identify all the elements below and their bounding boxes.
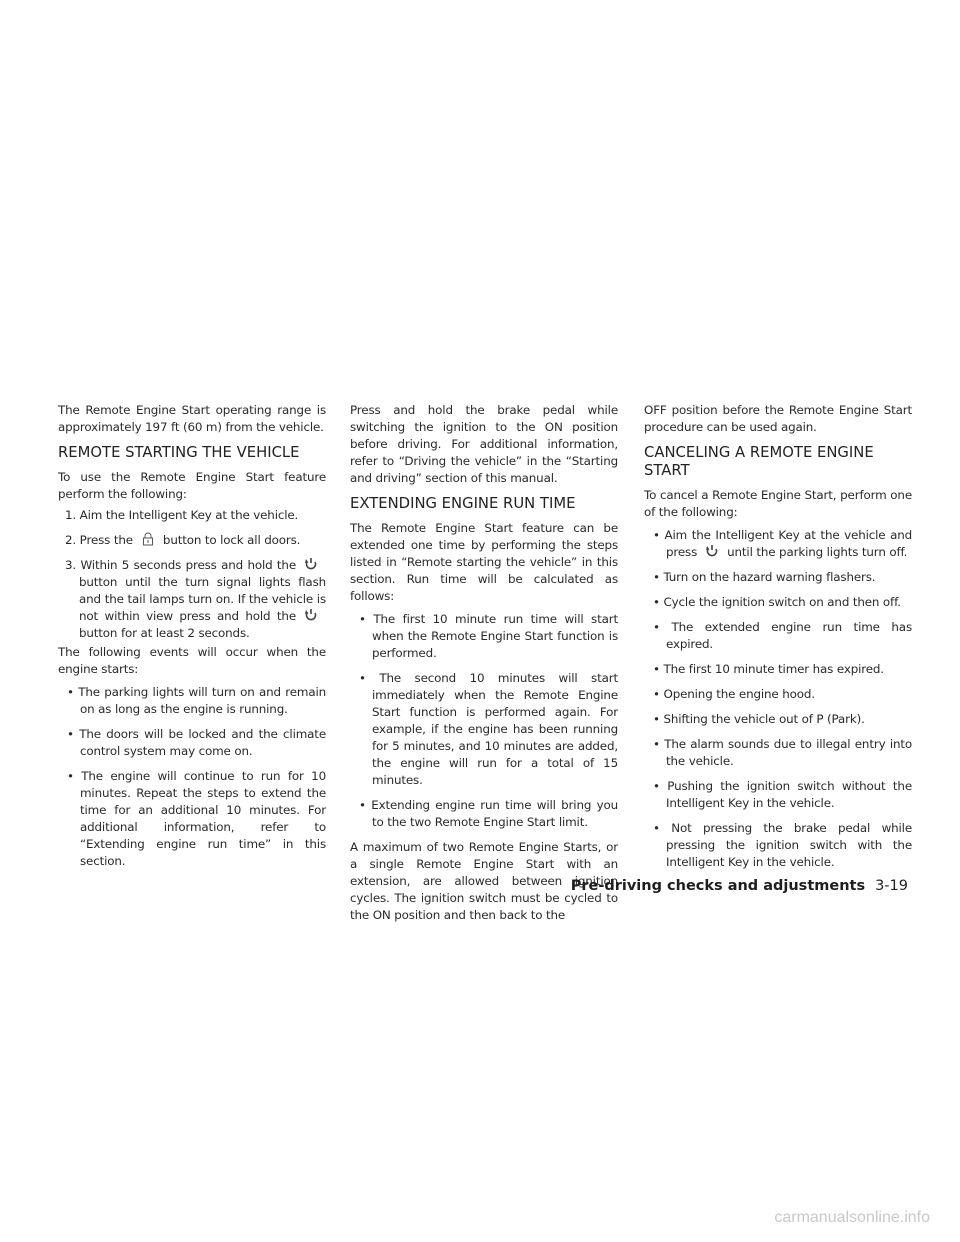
- list-item: • The extended engine run time has expired.: [653, 620, 912, 651]
- brake-paragraph: Press and hold the brake pedal while switching the ignition to the ON position before driving. For additional information, refer to “Driving the vehicle” in the “Starting and driving” section of this manual.: [350, 403, 618, 485]
- list-item: • Pushing the ignition switch without the Intelligent Key in the vehicle.: [653, 779, 912, 810]
- list-item: • Turn on the hazard warning flashers.: [653, 570, 876, 584]
- page-number: 3-19: [875, 878, 908, 894]
- column-2: [350, 402, 618, 924]
- list-item: • The first 10 minute timer has expired.: [653, 662, 884, 676]
- column-1: [58, 402, 326, 878]
- intro-paragraph: To use the Remote Engine Start feature perform the following:: [58, 470, 326, 501]
- list-item: • The second 10 minutes will start immediately when the Remote Engine Start function is performed again. For example, if the engine has been running for 5 minutes, and 10 minutes are added, the engine will run for a total of 15 minutes.: [359, 671, 618, 787]
- step-2: 2. Press the button to lock all doors.: [65, 533, 301, 547]
- column-3: [644, 402, 912, 879]
- list-item: • Shifting the vehicle out of P (Park).: [653, 712, 865, 726]
- extending-intro-paragraph: The Remote Engine Start feature can be extended one time by performing the steps listed in “Remote starting the vehicle” in this section. Run time will be calculated as follows:: [350, 521, 618, 603]
- range-paragraph: The Remote Engine Start operating range is approximately 197 ft (60 m) from the vehicle.: [58, 403, 326, 434]
- lock-icon: [133, 532, 163, 546]
- section-title: Pre-driving checks and adjustments: [570, 878, 866, 894]
- page-footer: [571, 878, 908, 894]
- step-3: 3. Within 5 seconds press and hold the button until the turn signal lights flash and the tail lamps turn on. If the vehicle is not within view press and hold the button for at least 2 seconds.: [65, 558, 326, 640]
- remote-start-icon: [296, 557, 326, 571]
- list-item: • Not pressing the brake pedal while pressing the ignition switch with the Intelligent Key in the vehicle.: [653, 821, 912, 869]
- list-item: • The doors will be locked and the climate control system may come on.: [67, 727, 326, 758]
- remote-start-icon: [296, 608, 326, 622]
- watermark: carmanualsonline.info: [774, 1209, 930, 1226]
- list-item: • The parking lights will turn on and remain on as long as the engine is running.: [67, 685, 326, 716]
- list-item: • Aim the Intelligent Key at the vehicle and press until the parking lights turn off.: [653, 528, 912, 559]
- list-item: • Cycle the ignition switch on and then off.: [653, 595, 901, 609]
- heading-canceling-remote-start: CANCELING A REMOTE ENGINE START: [644, 444, 874, 479]
- cancel-intro-paragraph: To cancel a Remote Engine Start, perform one of the following:: [644, 488, 912, 519]
- list-item: • Opening the engine hood.: [653, 687, 815, 701]
- list-item: • The engine will continue to run for 10 minutes. Repeat the steps to extend the time for an additional 10 minutes. For additional information, refer to “Extending engine run time” in this section.: [67, 769, 326, 868]
- list-item: • The alarm sounds due to illegal entry into the vehicle.: [653, 737, 912, 768]
- list-item: • The first 10 minute run time will start when the Remote Engine Start function is performed.: [359, 612, 618, 660]
- step-1: 1. Aim the Intelligent Key at the vehicle.: [65, 508, 299, 522]
- maximum-starts-paragraph: A maximum of two Remote Engine Starts, or a single Remote Engine Start with an extension, are allowed between ignition cycles. The ignition switch must be cycled to the ON position and then back to the: [350, 840, 618, 922]
- heading-remote-starting: REMOTE STARTING THE VEHICLE: [58, 444, 300, 461]
- remote-start-icon: [697, 544, 727, 558]
- off-position-paragraph: OFF position before the Remote Engine Start procedure can be used again.: [644, 403, 912, 434]
- events-paragraph: The following events will occur when the engine starts:: [58, 645, 326, 676]
- list-item: • Extending engine run time will bring you to the two Remote Engine Start limit.: [359, 798, 618, 829]
- heading-extending-run-time: EXTENDING ENGINE RUN TIME: [350, 495, 576, 512]
